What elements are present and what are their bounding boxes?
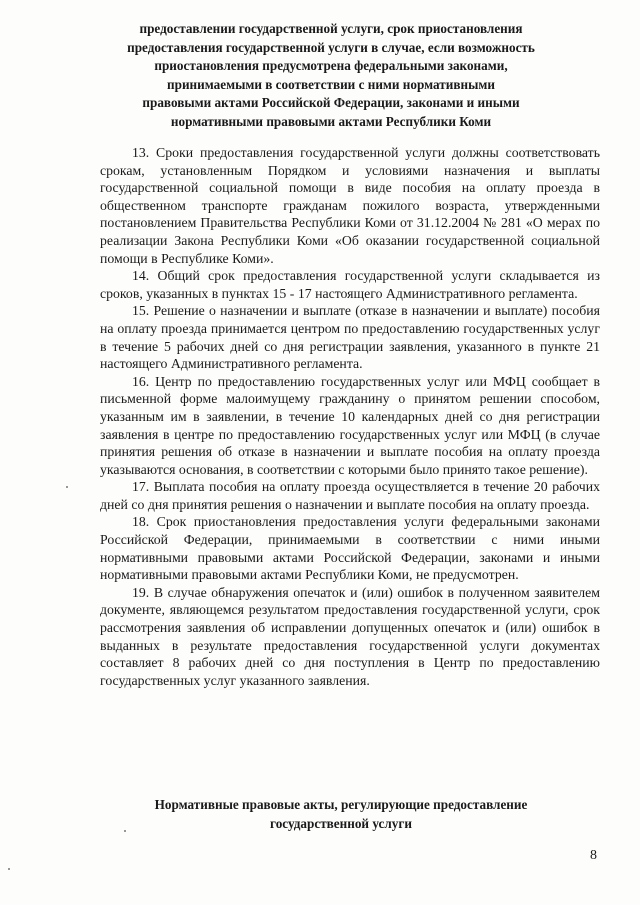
paragraph-19: 19. В случае обнаружения опечаток и (или) ошибок в полученном заявителем документе, являющемся результатом предоставления государственной услуги, срок рассмотрения заявления об исправлении допущенных опечаток и (или) ошибок в выданных в результате предоставления государственной услуги документах составляет 8 рабочих дней со дня поступления в Центр по предоставлению государственных услуг указанного заявления. <box>100 584 600 688</box>
section-heading-bottom <box>118 796 564 833</box>
paragraph-13: 13. Сроки предоставления государственной услуги должны соответствовать срокам, установленным Порядком и условиями назначения и выплаты государственной социальной помощи в виде пособия на оплату проезда в общественном транспорте гражданам пожилого возраста, утвержденными постановлением Правительства Республики Коми от 31.12.2004 № 281 «О мерах по реализации Закона Республики Коми «Об оказании государственной социальной помощи в Республике Коми». <box>100 145 600 266</box>
document-body <box>100 144 600 689</box>
section-heading-top <box>100 20 562 132</box>
paragraph-16: 16. Центр по предоставлению государственных услуг или МФЦ сообщает в письменной форме малоимущему гражданину о принятом решении способом, указанным им в заявлении, в течение 10 календарных дней со дня регистрации заявления в центре по предоставлению государственных услуг или МФЦ (в случае принятия решения об отказе в назначении и выплате пособия на оплату проезда указываются основания, в соответствии с которыми было принято такое решение). <box>100 373 600 477</box>
heading-line: приостановления предусмотрена федеральными законами, <box>154 58 508 74</box>
scan-speck <box>66 486 68 488</box>
paragraph-17: 17. Выплата пособия на оплату проезда осуществляется в течение 20 рабочих дней со дня принятия решения о назначении и выплате пособия на оплату проезда. <box>100 479 600 512</box>
heading-line: Нормативные правовые акты, регулирующие предоставление <box>154 797 528 812</box>
heading-line: предоставления государственной услуги в случае, если возможность <box>127 39 535 55</box>
scan-speck <box>8 868 10 870</box>
page-number: 8 <box>590 848 597 863</box>
heading-line: предоставлении государственной услуги, срок приостановления <box>139 21 523 36</box>
paragraph-18: 18. Срок приостановления предоставления услуги федеральными законами Российской Федерации, принимаемыми в соответствии с ними иными нормативными правовыми актами Российской Федерации, законами и иными нормативными правовыми актами Республики Коми, не предусмотрен. <box>100 514 600 583</box>
scan-speck <box>124 830 126 832</box>
heading-line: правовыми актами Российской Федерации, законами и иными <box>142 95 520 111</box>
heading-line: принимаемыми в соответствии с ними нормативными <box>167 76 495 92</box>
paragraph-15: 15. Решение о назначении и выплате (отказе в назначении и выплате) пособия на оплату проезда принимается центром по предоставлению государственных услуг в течение 5 рабочих дней со дня регистрации заявления, указанного в пункте 21 настоящего Административного регламента. <box>100 303 600 372</box>
heading-line: нормативными правовыми актами Республики Коми <box>170 113 492 129</box>
paragraph-14: 14. Общий срок предоставления государственной услуги складывается из сроков, указанных в пунктах 15 - 17 настоящего Административного регламента. <box>100 268 600 301</box>
heading-line: государственной услуги <box>270 815 412 831</box>
